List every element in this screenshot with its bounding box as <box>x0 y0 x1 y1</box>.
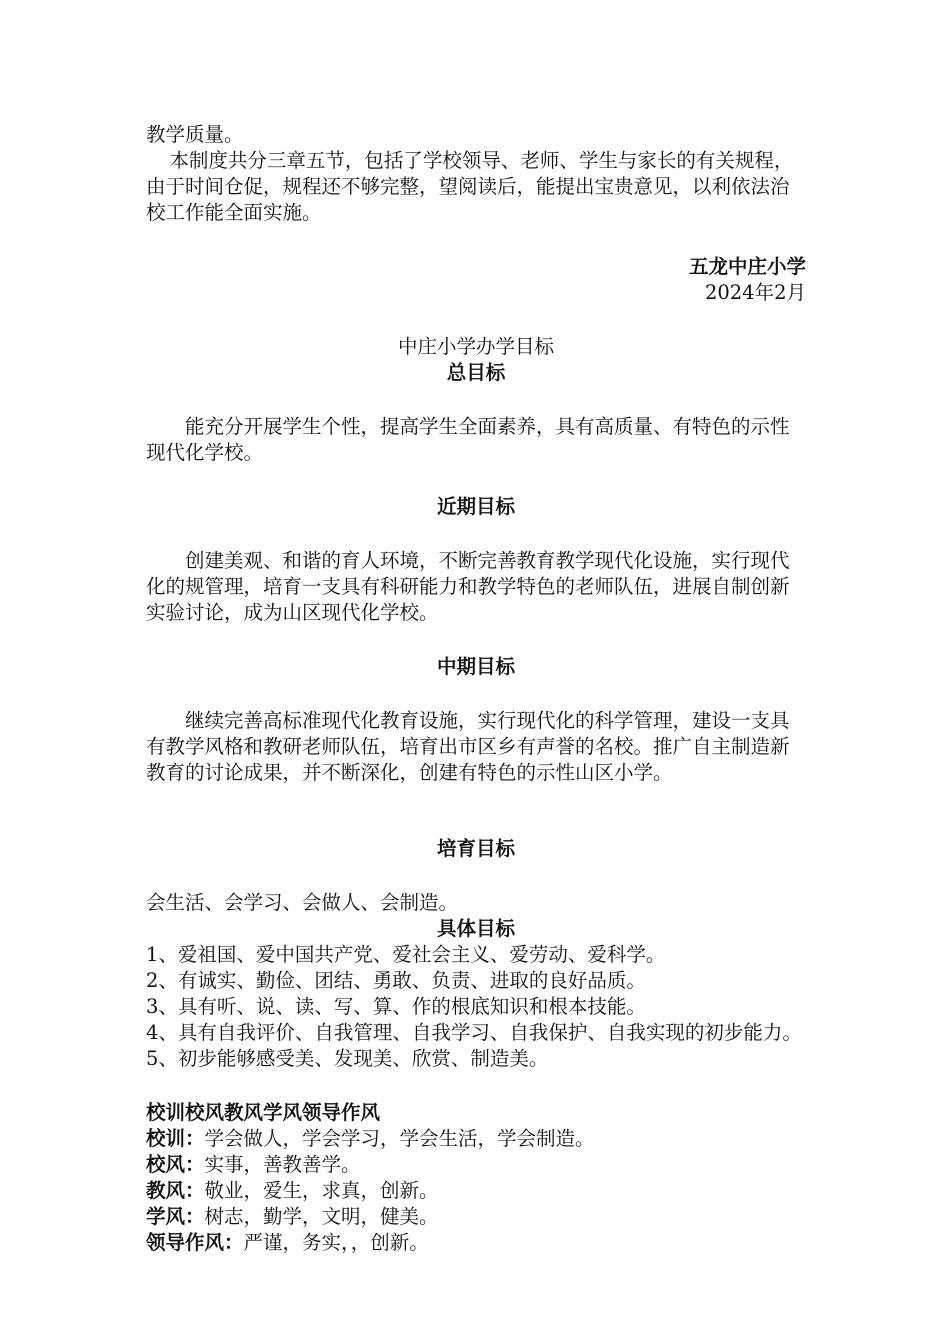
near-goal-text: 创建美观、和谐的育人环境，不断完善教育教学现代化设施，实行现代化的规管理，培育一支具有科研能力和教学特色的老师队伍，进展自制创新实验讨论，成为山区现代化学校。 <box>146 549 790 624</box>
motto-label: 教风： <box>146 1179 205 1202</box>
motto-row <box>146 1152 806 1178</box>
motto-label: 校训： <box>146 1127 205 1150</box>
motto-label: 学风： <box>146 1205 205 1228</box>
cultivation-goal-title: 培育目标 <box>436 837 515 860</box>
specific-goal-title: 具体目标 <box>436 917 515 940</box>
list-item: 1、爱祖国、爱中国共产党、爱社会主义、爱劳动、爱科学。 <box>146 943 666 966</box>
motto-label: 校风： <box>146 1153 205 1176</box>
specific-goal-list <box>146 942 806 1072</box>
list-item: 3、具有听、说、读、写、算、作的根底知识和根本技能。 <box>146 995 646 1018</box>
motto-row <box>146 1204 806 1230</box>
motto-label: 领导作风： <box>146 1231 244 1254</box>
intro-paragraph: 本制度共分三章五节，包括了学校领导、老师、学生与家长的有关规程，由于时间仓促，规程还不够完整，望阅读后，能提出宝贵意见，以利依法治校工作能全面实施。 <box>146 149 794 224</box>
list-item: 4、具有自我评价、自我管理、自我学习、自我保护、自我实现的初步能力。 <box>146 1021 802 1044</box>
motto-row <box>146 1126 806 1152</box>
motto-row <box>146 1178 806 1204</box>
doc-title: 中庄小学办学目标 <box>397 335 554 358</box>
motto-text: 树志，勤学，文明，健美。 <box>204 1205 439 1228</box>
motto-row <box>146 1230 806 1256</box>
mid-goal-title: 中期目标 <box>436 655 515 678</box>
intro-line-end: 教学质量。 <box>146 123 244 146</box>
near-goal-title: 近期目标 <box>436 495 515 518</box>
motto-text: 敬业，爱生，求真，创新。 <box>204 1179 439 1202</box>
signature-date: 2024年2月 <box>704 281 806 304</box>
cultivation-goal-text: 会生活、会学习、会做人、会制造。 <box>146 891 459 914</box>
motto-heading: 校训校风教风学风领导作风 <box>146 1101 381 1124</box>
mid-goal-text: 继续完善高标准现代化教育设施，实行现代化的科学管理，建设一支具有教学风格和教研老师队伍，培育出市区乡有声誉的名校。推广自主制造新教育的讨论成果，并不断深化，创建有特色的示性山区小学。 <box>146 709 790 784</box>
motto-text: 实事，善教善学。 <box>204 1153 361 1176</box>
list-item: 5、初步能够感受美、发现美、欣赏、制造美。 <box>146 1047 549 1070</box>
document-page <box>146 122 806 1256</box>
overall-goal-text: 能充分开展学生个性，提高学生全面素养，具有高质量、有特色的示性现代化学校。 <box>146 415 790 464</box>
overall-goal-title: 总目标 <box>446 361 506 384</box>
list-item: 2、有诚实、勤俭、团结、勇敢、负责、进取的良好品质。 <box>146 969 646 992</box>
motto-list <box>146 1126 806 1256</box>
motto-text: 学会做人，学会学习，学会生活，学会制造。 <box>204 1127 595 1150</box>
signature-school: 五龙中庄小学 <box>688 255 806 278</box>
motto-text: 严谨，务实，，创新。 <box>243 1231 429 1254</box>
